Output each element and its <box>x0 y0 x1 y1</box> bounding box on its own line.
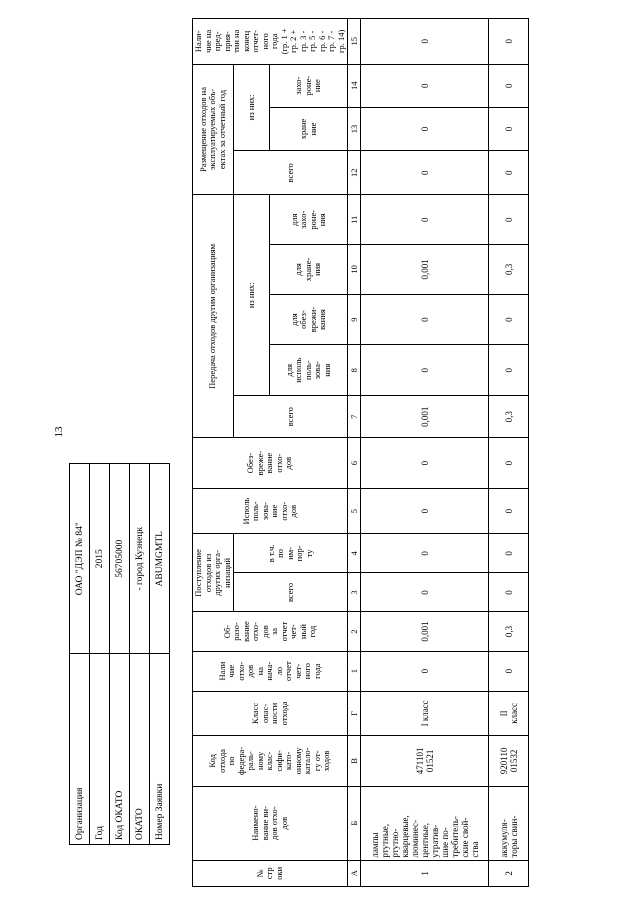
row-value: 0,3 <box>489 245 529 295</box>
row-value: 0 <box>361 19 489 65</box>
column-number: 14 <box>348 64 361 107</box>
info-value: 2015 <box>90 464 110 655</box>
column-number: Б <box>348 786 361 860</box>
column-number: В <box>348 736 361 787</box>
info-value: ABUMGMTL <box>150 464 170 655</box>
header-placement-store: хране ние <box>270 107 348 150</box>
column-number: 10 <box>348 245 361 295</box>
row-value: 0 <box>489 651 529 691</box>
table-row <box>489 19 529 887</box>
info-label: Год <box>90 654 110 845</box>
row-value: 0 <box>361 573 489 612</box>
hazard-class: II класс <box>489 691 529 735</box>
header-transfer-bury: для захо- роне- ния <box>270 195 348 245</box>
header-neutralized: Обез- вреже- вание отхо- дов <box>193 438 348 489</box>
column-number-row <box>348 19 361 887</box>
row-value: 0 <box>489 19 529 65</box>
header-placement-total: всего <box>234 151 348 195</box>
info-label: Код ОКАТО <box>110 654 130 845</box>
row-value: 0 <box>361 438 489 489</box>
row-value: 0 <box>361 651 489 691</box>
row-number: 1 <box>361 860 489 886</box>
header-transfer-neutralize: для обез- врежи- вания <box>270 294 348 345</box>
header-transfer-of-them: из них: <box>234 195 270 396</box>
row-value: 0 <box>361 534 489 573</box>
info-row <box>90 464 110 845</box>
header-received-import: в т.ч. по им- пор- ту <box>234 534 348 573</box>
column-number: Г <box>348 691 361 735</box>
header-placement-of-them: из них: <box>234 64 270 151</box>
info-row <box>110 464 130 845</box>
row-value: 0 <box>361 195 489 245</box>
row-number: 2 <box>489 860 529 886</box>
column-number: 2 <box>348 612 361 651</box>
info-label: Организация <box>70 654 90 845</box>
row-value: 0 <box>489 488 529 533</box>
header-formed: Об- разо- вание отхо- дов за отчет чет- ный год <box>193 612 348 651</box>
column-number: 13 <box>348 107 361 150</box>
column-number: 11 <box>348 195 361 245</box>
table-row <box>361 19 489 887</box>
info-row <box>130 464 150 845</box>
header-end-of-year: Нали- чие на пред- прия- тии на конец отчет- ного года (гр. 1 + гр. 2 + гр. 3 - гр. 5 - гр. 6 - гр. 7 - гр. 14) <box>193 19 348 65</box>
header-transfer: Передача отходов другим организациям <box>193 195 234 438</box>
info-row <box>70 464 90 845</box>
row-value: 0 <box>489 107 529 150</box>
waste-name: лампы ртутные, ртутно- кварцевые, люминес- центные, утратив- шие по- требитель- ские свой- ства <box>361 786 489 860</box>
info-value: - город Кузнецк <box>130 464 150 655</box>
row-value: 0 <box>361 64 489 107</box>
row-value: 0 <box>489 294 529 345</box>
header-placement: Размещение отходов на эксплуатируемых объ- ектах за отчетный год <box>193 64 234 195</box>
info-row <box>150 464 170 845</box>
waste-name: аккумуля- торы свин- <box>489 786 529 860</box>
row-value: 0 <box>489 195 529 245</box>
row-value: 0 <box>489 151 529 195</box>
column-number: 7 <box>348 396 361 438</box>
header-transfer-use: для исполь поль- зова- ния <box>270 345 348 396</box>
column-number: 12 <box>348 151 361 195</box>
header-placement-bury: захо- роне- ние <box>270 64 348 107</box>
row-value: 0,001 <box>361 612 489 651</box>
header-start-of-year: Нали чие отхо- дов на нача- ло отчет чет- ного года <box>193 651 348 691</box>
row-value: 0 <box>489 534 529 573</box>
header-received: Поступление отходов из других орга- низаций <box>193 534 234 612</box>
header-waste-code: Код отхода по федера- раль- ному клас- сифи- като- онному катало- гу от- ходов <box>193 736 348 787</box>
waste-code: 471101 01521 <box>361 736 489 787</box>
row-value: 0 <box>361 294 489 345</box>
waste-code: 920110 01532 <box>489 736 529 787</box>
page-number: 13 <box>53 426 65 438</box>
row-value: 0 <box>489 64 529 107</box>
hazard-class: I класс <box>361 691 489 735</box>
info-value: ОАО "ДЭП № 84" <box>70 464 90 655</box>
row-value: 0 <box>361 345 489 396</box>
row-value: 0 <box>361 107 489 150</box>
column-number: 3 <box>348 573 361 612</box>
row-value: 0 <box>489 573 529 612</box>
info-value: 56705000 <box>110 464 130 655</box>
row-value: 0 <box>361 151 489 195</box>
organization-info-table <box>69 463 170 845</box>
column-number: 1 <box>348 651 361 691</box>
header-transfer-total: всего <box>234 396 348 438</box>
column-number: 6 <box>348 438 361 489</box>
header-transfer-store: для хране- ния <box>270 245 348 295</box>
header-waste-name: Наимено- вание ви- дов отхо- дов <box>193 786 348 860</box>
column-number: 8 <box>348 345 361 396</box>
header-row-no: № стр оки <box>193 860 348 886</box>
row-value: 0 <box>489 438 529 489</box>
column-number: А <box>348 860 361 886</box>
row-value: 0 <box>489 345 529 396</box>
row-value: 0,3 <box>489 612 529 651</box>
row-value: 0,001 <box>361 396 489 438</box>
waste-balance-table <box>192 18 529 887</box>
column-number: 9 <box>348 294 361 345</box>
row-value: 0,001 <box>361 245 489 295</box>
info-label: Номер Заявки <box>150 654 170 845</box>
info-label: ОКАТО <box>130 654 150 845</box>
header-hazard-class: Класс опас- ности отхода <box>193 691 348 735</box>
column-number: 15 <box>348 19 361 65</box>
header-received-total: всего <box>234 573 348 612</box>
row-value: 0,3 <box>489 396 529 438</box>
column-number: 4 <box>348 534 361 573</box>
row-value: 0 <box>361 488 489 533</box>
header-used: Исполь поль- зова- ние отхо- дов <box>193 488 348 533</box>
column-number: 5 <box>348 488 361 533</box>
